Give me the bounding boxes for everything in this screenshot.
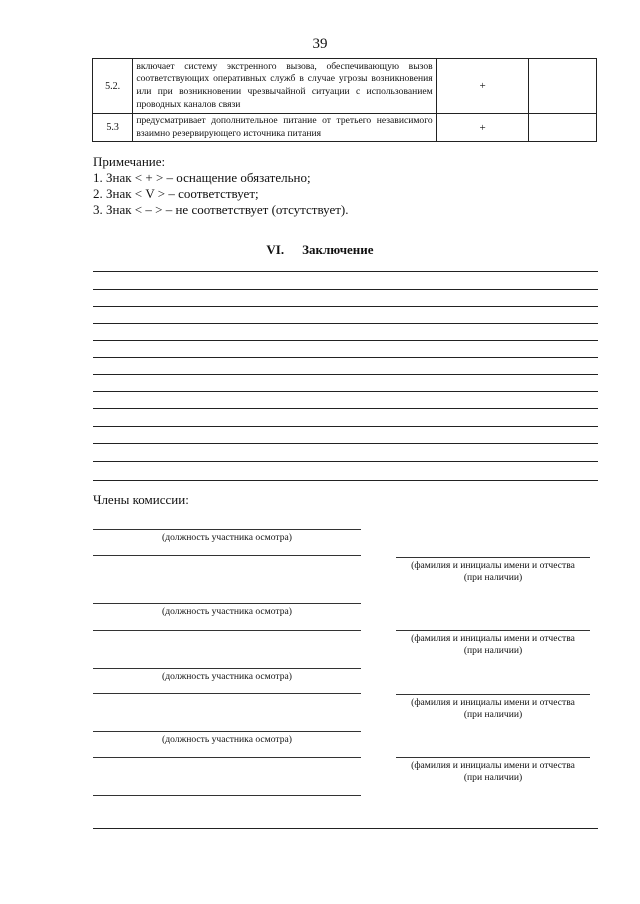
row-mark: + — [436, 59, 529, 114]
conclusion-line[interactable] — [93, 461, 598, 462]
conclusion-line[interactable] — [93, 408, 598, 409]
name-line[interactable] — [396, 557, 590, 558]
position-line[interactable] — [93, 731, 361, 732]
row-mark: + — [436, 114, 529, 142]
position-line[interactable] — [93, 795, 361, 796]
position-line[interactable] — [93, 529, 361, 530]
conclusion-line[interactable] — [93, 306, 598, 307]
note-title: Примечание: — [93, 154, 166, 169]
name-caption: (фамилия и инициалы имени и отчества (при наличии) — [411, 760, 575, 783]
note-item: 1. Знак < + > – оснащение обязательно; — [93, 170, 311, 185]
signature-line[interactable] — [93, 693, 361, 694]
signature-line[interactable] — [93, 555, 361, 556]
name-caption: (фамилия и инициалы имени и отчества (при наличии) — [411, 560, 575, 583]
signature-line[interactable] — [93, 757, 361, 758]
conclusion-line[interactable] — [93, 374, 598, 375]
section-heading — [0, 242, 640, 258]
members-title: Члены комиссии: — [93, 492, 189, 507]
position-caption: (должность участника осмотра) — [162, 671, 292, 682]
note-item: 2. Знак < V > – соответствует; — [93, 186, 259, 201]
row-check-cell — [529, 114, 597, 142]
section-number: VI. — [266, 242, 285, 257]
conclusion-line[interactable] — [93, 289, 598, 290]
name-line[interactable] — [396, 694, 590, 695]
position-caption: (должность участника осмотра) — [162, 606, 292, 617]
signature-line[interactable] — [93, 630, 361, 631]
conclusion-line[interactable] — [93, 426, 598, 427]
position-caption: (должность участника осмотра) — [162, 734, 292, 745]
name-line[interactable] — [396, 630, 590, 631]
conclusion-line[interactable] — [93, 271, 598, 272]
section-title: Заключение — [302, 242, 374, 257]
row-text: предусматривает дополнительное питание от третьего независимого взаимно резервирующего источника питания — [133, 114, 436, 142]
position-caption: (должность участника осмотра) — [162, 532, 292, 543]
conclusion-line[interactable] — [93, 323, 598, 324]
conclusion-line[interactable] — [93, 340, 598, 341]
row-number: 5.3 — [93, 114, 133, 142]
closing-rule — [93, 828, 598, 829]
name-caption: (фамилия и инициалы имени и отчества (при наличии) — [411, 697, 575, 720]
conclusion-line[interactable] — [93, 357, 598, 358]
row-number: 5.2. — [93, 59, 133, 114]
position-line[interactable] — [93, 668, 361, 669]
table-row — [93, 59, 597, 114]
conclusion-line[interactable] — [93, 391, 598, 392]
table-row — [93, 114, 597, 142]
conclusion-line[interactable] — [93, 443, 598, 444]
note-item: 3. Знак < – > – не соответствует (отсутствует). — [93, 202, 349, 217]
name-caption: (фамилия и инициалы имени и отчества (при наличии) — [411, 633, 575, 656]
name-line[interactable] — [396, 757, 590, 758]
conclusion-line[interactable] — [93, 480, 598, 481]
row-text: включает систему экстренного вызова, обеспечивающую вызов соответствующих оперативных служб в случае угрозы возникновения или при возникновении чрезвычайной ситуации с использованием проводных каналов связи — [133, 59, 436, 114]
page-number: 39 — [312, 36, 328, 52]
row-check-cell — [529, 59, 597, 114]
requirements-table — [92, 58, 597, 142]
position-line[interactable] — [93, 603, 361, 604]
